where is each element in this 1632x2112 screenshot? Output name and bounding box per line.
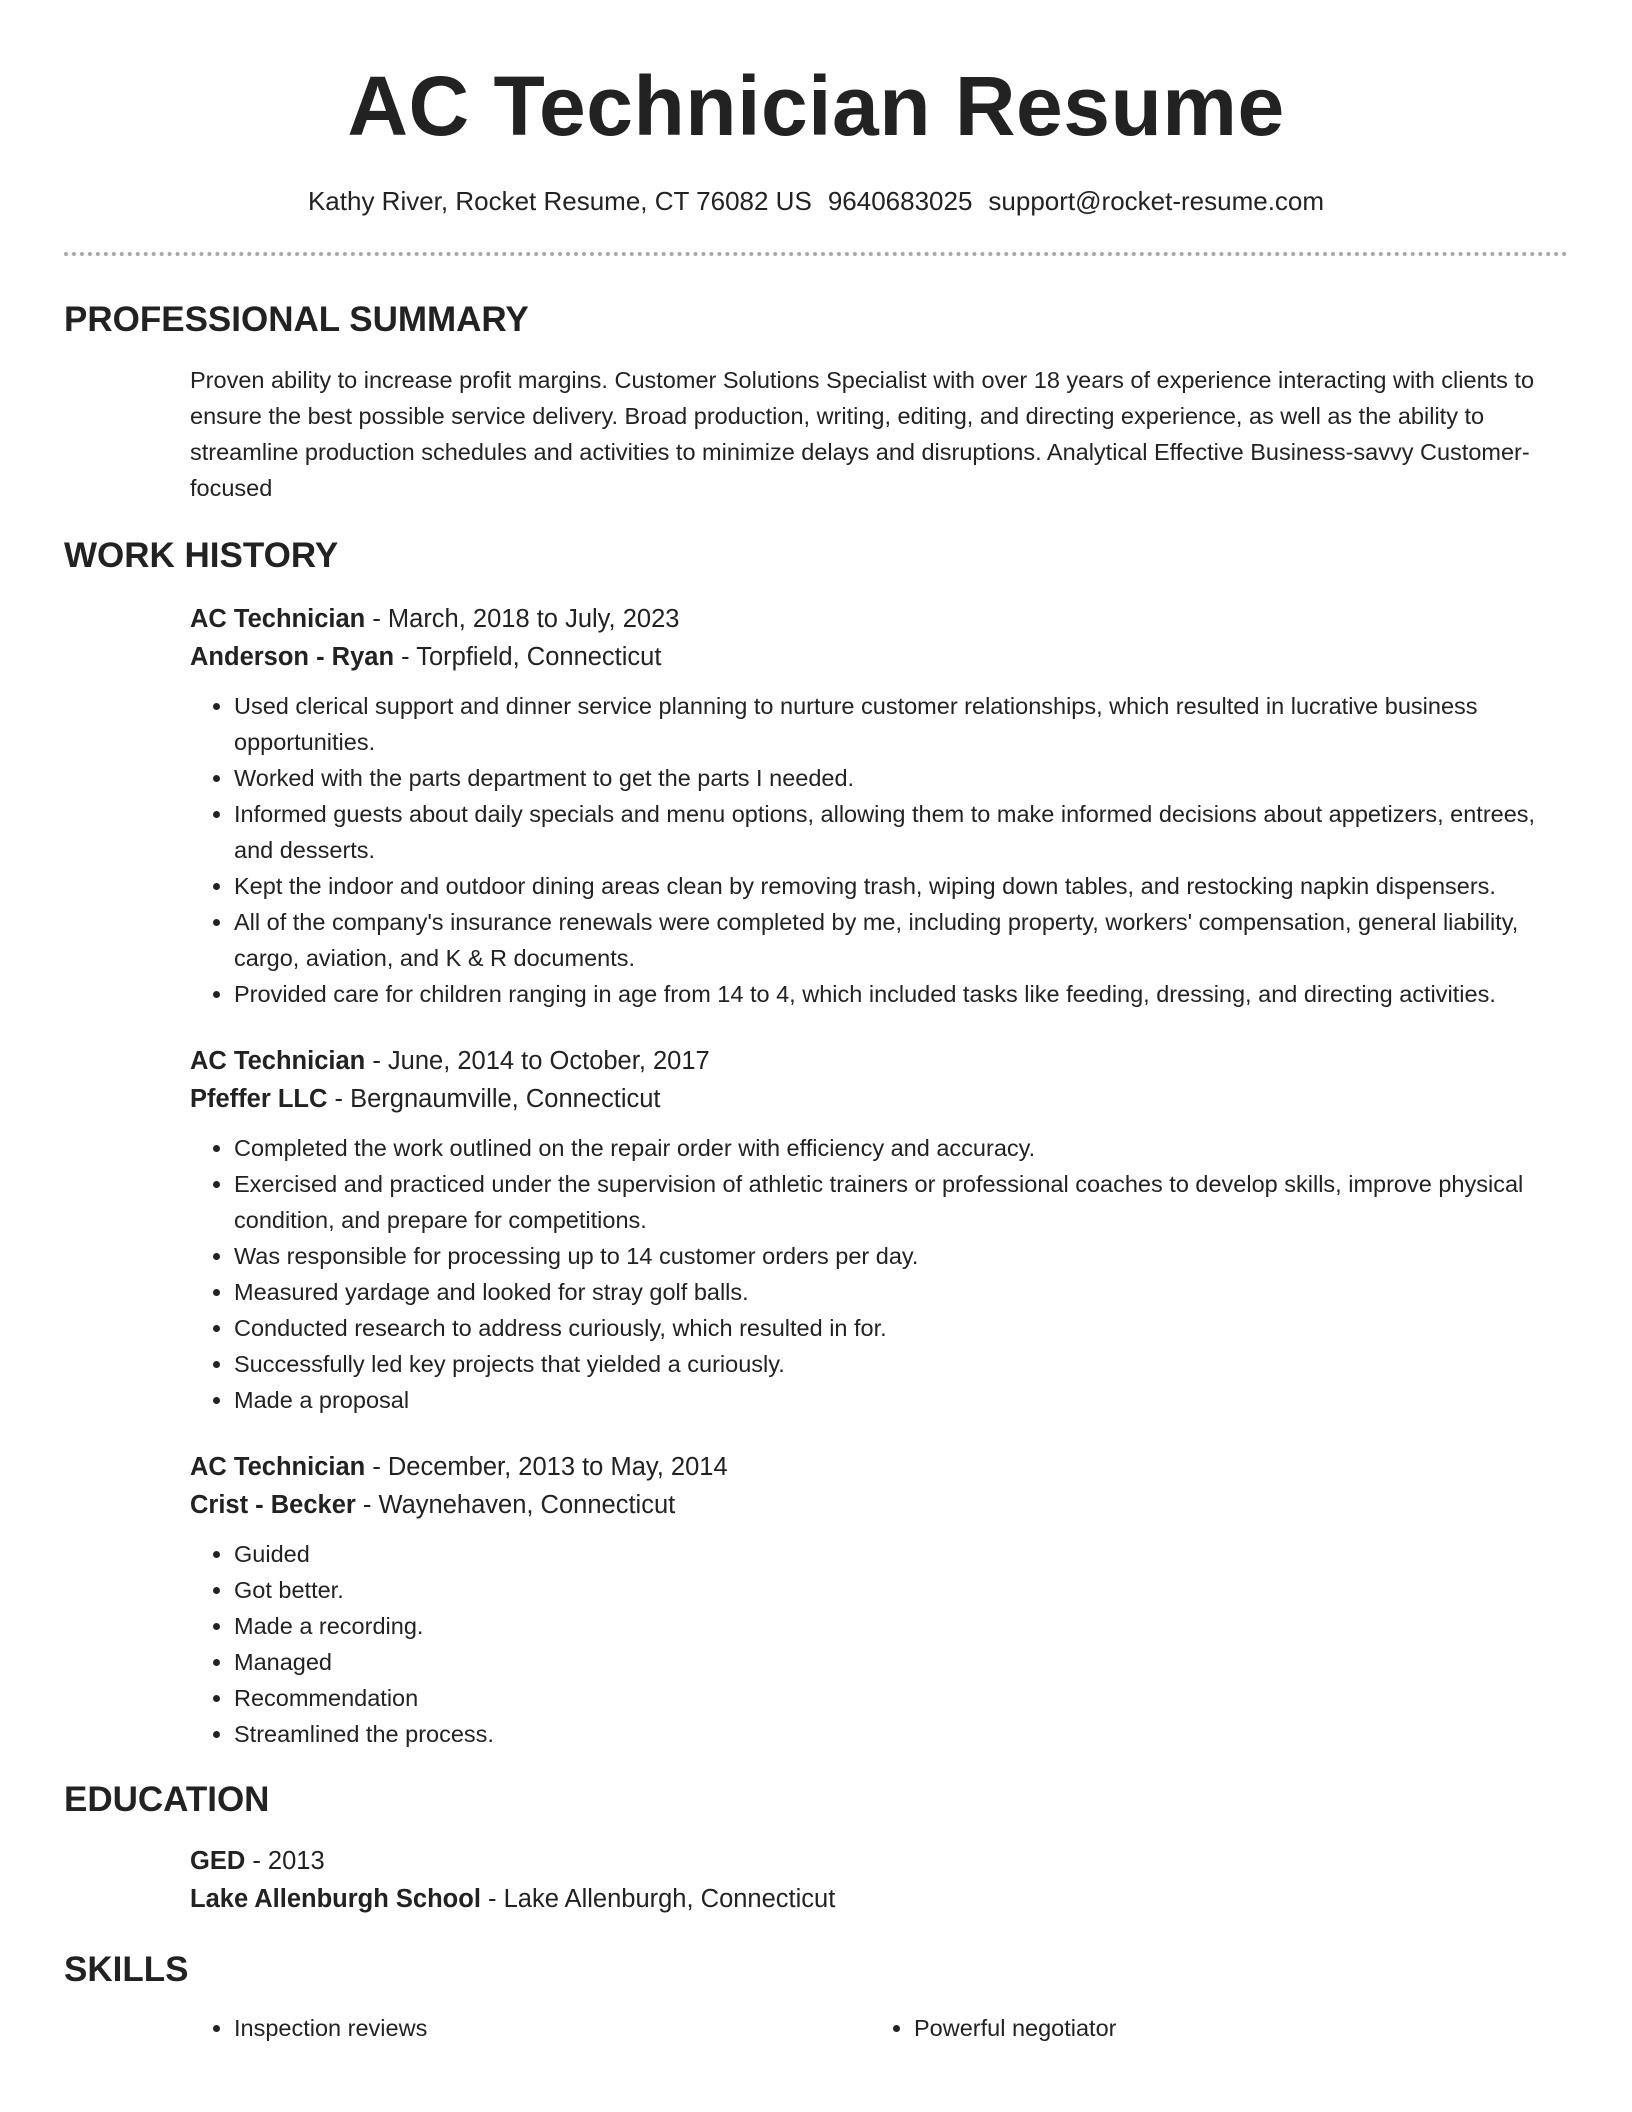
skills-column-right xyxy=(870,2010,1550,2046)
education-entry xyxy=(190,1842,1568,1918)
job-title: AC Technician xyxy=(190,1453,366,1481)
education-school-line xyxy=(190,1880,1568,1918)
job-entry xyxy=(190,1042,1568,1418)
job-company-line xyxy=(190,638,1568,676)
job-bullets xyxy=(190,688,1568,1012)
job-entry xyxy=(190,1448,1568,1752)
job-location: - Bergnaumville, Connecticut xyxy=(327,1085,661,1113)
skill-item: • Inspection reviews xyxy=(234,2010,870,2046)
job-dates: - June, 2014 to October, 2017 xyxy=(365,1047,710,1075)
job-title: AC Technician xyxy=(190,605,366,633)
education-degree-line xyxy=(190,1842,1568,1880)
job-title-line xyxy=(190,1042,1568,1080)
job-bullet: • All of the company's insurance renewals were completed by me, including property, workers' compensation, general liability, cargo, aviation, and K & R documents. xyxy=(234,904,1568,976)
job-bullet: • Was responsible for processing up to 14 customer orders per day. xyxy=(234,1238,1568,1274)
job-company-line xyxy=(190,1080,1568,1118)
skills-list xyxy=(190,2010,1568,2046)
education-location: - Lake Allenburgh, Connecticut xyxy=(480,1885,836,1913)
job-bullet: • Guided xyxy=(234,1536,1568,1572)
work-history-heading: WORK HISTORY xyxy=(64,536,339,575)
job-bullets xyxy=(190,1130,1568,1418)
job-company: Anderson - Ryan xyxy=(190,643,395,671)
job-dates: - March, 2018 to July, 2023 xyxy=(365,605,680,633)
job-entry xyxy=(190,600,1568,1012)
job-location: - Torpfield, Connecticut xyxy=(394,643,662,671)
job-title-line xyxy=(190,600,1568,638)
job-bullet: • Recommendation xyxy=(234,1680,1568,1716)
education-heading: EDUCATION xyxy=(64,1780,270,1819)
resume-title: AC Technician Resume xyxy=(347,59,1285,153)
skills-column-left xyxy=(190,2010,870,2046)
job-location: - Waynehaven, Connecticut xyxy=(355,1491,676,1519)
job-bullet: • Kept the indoor and outdoor dining areas clean by removing trash, wiping down tables, and restocking napkin dispensers. xyxy=(234,868,1568,904)
job-dates: - December, 2013 to May, 2014 xyxy=(365,1453,728,1481)
education-year: - 2013 xyxy=(245,1847,325,1875)
job-company: Pfeffer LLC xyxy=(190,1085,328,1113)
contact-address: Kathy River, Rocket Resume, CT 76082 US xyxy=(307,186,812,216)
job-bullet: • Made a proposal xyxy=(234,1382,1568,1418)
job-bullet: • Made a recording. xyxy=(234,1608,1568,1644)
contact-email: support@rocket-resume.com xyxy=(988,186,1325,216)
job-company-line xyxy=(190,1486,1568,1524)
education-school: Lake Allenburgh School xyxy=(190,1885,481,1913)
job-bullet: • Got better. xyxy=(234,1572,1568,1608)
job-bullet: • Streamlined the process. xyxy=(234,1716,1568,1752)
contact-line xyxy=(64,184,1568,218)
job-bullet: • Provided care for children ranging in age from 14 to 4, which included tasks like feeding, dressing, and directing activities. xyxy=(234,976,1568,1012)
job-title: AC Technician xyxy=(190,1047,366,1075)
job-bullet: • Completed the work outlined on the repair order with efficiency and accuracy. xyxy=(234,1130,1568,1166)
job-bullets xyxy=(190,1536,1568,1752)
skills-heading: SKILLS xyxy=(64,1950,189,1989)
job-bullet: • Managed xyxy=(234,1644,1568,1680)
summary-text: Proven ability to increase profit margins. Customer Solutions Specialist with over 18 years of experience interacting with clients to ensure the best possible service delivery. Broad production, writing, editing, and directing experience, as well as the ability to streamline production schedules and activities to minimize delays and disruptions. Analytical Effective Business-savvy Customer-focused xyxy=(190,367,1535,501)
summary-heading: PROFESSIONAL SUMMARY xyxy=(64,300,529,339)
header-divider xyxy=(64,252,1568,256)
job-bullet: • Informed guests about daily specials and menu options, allowing them to make informed decisions about appetizers, entrees, and desserts. xyxy=(234,796,1568,868)
summary-section xyxy=(190,362,1568,506)
job-bullet: • Used clerical support and dinner service planning to nurture customer relationships, which resulted in lucrative business opportunities. xyxy=(234,688,1568,760)
job-title-line xyxy=(190,1448,1568,1486)
job-bullet: • Worked with the parts department to get the parts I needed. xyxy=(234,760,1568,796)
education-degree: GED xyxy=(190,1847,246,1875)
skill-item: • Powerful negotiator xyxy=(914,2010,1550,2046)
job-bullet: • Successfully led key projects that yielded a curiously. xyxy=(234,1346,1568,1382)
job-bullet: • Exercised and practiced under the supervision of athletic trainers or professional coaches to develop skills, improve physical condition, and prepare for competitions. xyxy=(234,1166,1568,1238)
job-bullet: • Conducted research to address curiously, which resulted in for. xyxy=(234,1310,1568,1346)
job-bullet: • Measured yardage and looked for stray golf balls. xyxy=(234,1274,1568,1310)
job-company: Crist - Becker xyxy=(190,1491,356,1519)
contact-phone: 9640683025 xyxy=(827,186,973,216)
